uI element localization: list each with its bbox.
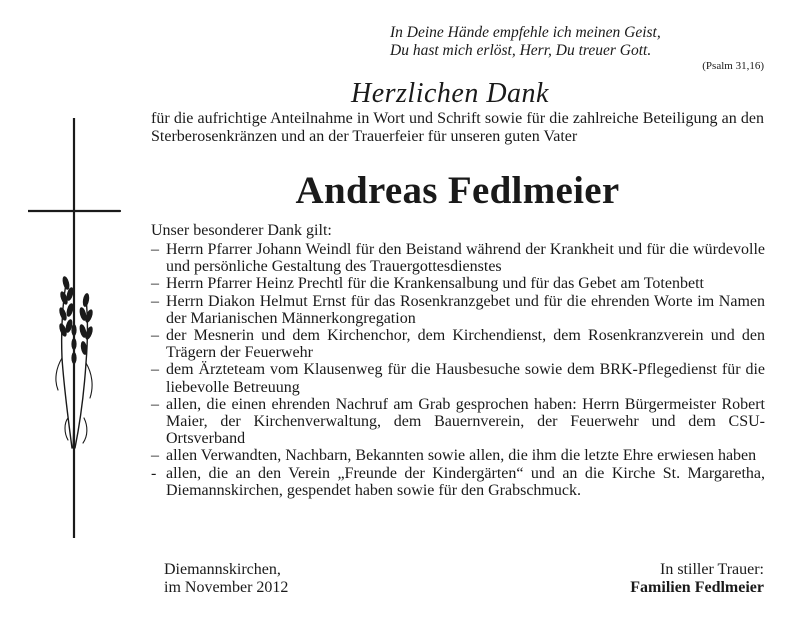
signoff-line: In stiller Trauer:: [660, 561, 764, 578]
place-date: [164, 561, 288, 597]
list-item: [151, 361, 765, 395]
family-name: Familien Fedlmeier: [630, 579, 764, 596]
intro-text: für die aufrichtige Anteilnahme in Wort und Schrift sowie für die zahlreiche Beteiligung an den Sterberosenkränzen und an der Trauerfeier für unseren guten Vater: [151, 110, 764, 145]
place-line: Diemannskirchen,: [164, 561, 281, 578]
list-item-text: Herrn Pfarrer Johann Weindl für den Beistand während der Krankheit und für die würdevolle und persönliche Gestaltung des Trauergottesdienstes: [166, 241, 765, 276]
list-item-text: Herrn Diakon Helmut Ernst für das Rosenkranzgebet und für die ehrenden Worte im Namen der Marianischen Männerkongregation: [166, 292, 765, 327]
list-marker: –: [151, 327, 159, 345]
thanks-heading: Herzlichen Dank: [350, 78, 549, 109]
verse-line-1: In Deine Hände empfehle ich meinen Geist,: [390, 24, 661, 41]
list-marker: –: [151, 275, 159, 293]
list-item: [151, 241, 765, 275]
list-marker: –: [151, 395, 159, 413]
list-item-text: allen, die an den Verein „Freunde der Kindergärten“ und an die Kirche St. Margaretha, Diemannskirchen, gespendet haben sowie für den Grabschmuck.: [166, 464, 765, 499]
list-item-text: allen, die einen ehrenden Nachruf am Grab gesprochen haben: Herrn Bürgermeister Robert Maier, der Kirchenverwaltung, dem Bauernverein, der Feuerwehr und dem CSU-Ortsverband: [166, 395, 765, 448]
list-item-text: Herrn Pfarrer Heinz Prechtl für die Krankensalbung und für das Gebet am Totenbett: [166, 275, 704, 293]
date-line: im November 2012: [164, 579, 289, 596]
list-item-text: der Mesnerin und dem Kirchenchor, dem Kirchendienst, dem Rosenkranzverein und den Trägern der Feuerwehr: [166, 327, 765, 362]
list-marker: –: [151, 361, 159, 379]
list-item: [151, 396, 765, 448]
list-item: [151, 293, 765, 327]
deceased-name: Andreas Fedlmeier: [295, 169, 620, 212]
list-marker: -: [151, 464, 157, 482]
list-item: [151, 465, 765, 499]
verse-line-2: Du hast mich erlöst, Herr, Du treuer Gott.: [390, 42, 652, 59]
thanks-lead: Unser besonderer Dank gilt:: [151, 222, 332, 239]
list-marker: –: [151, 447, 159, 465]
thanks-list: [151, 241, 765, 499]
bible-verse: [390, 24, 730, 60]
cross-with-wheat-icon: [28, 118, 128, 538]
list-item: [151, 447, 765, 464]
list-item-text: dem Ärzteteam vom Klausenweg für die Hausbesuche sowie dem BRK-Pflegedienst für die liebevolle Betreuung: [166, 361, 765, 396]
list-marker: –: [151, 292, 159, 310]
verse-reference: (Psalm 31,16): [702, 60, 764, 72]
list-item: [151, 275, 765, 292]
list-item-text: allen Verwandten, Nachbarn, Bekannten sowie allen, die ihm die letzte Ehre erwiesen haben: [166, 447, 757, 465]
signoff: [630, 561, 764, 597]
list-marker: –: [151, 241, 159, 258]
list-item: [151, 327, 765, 361]
